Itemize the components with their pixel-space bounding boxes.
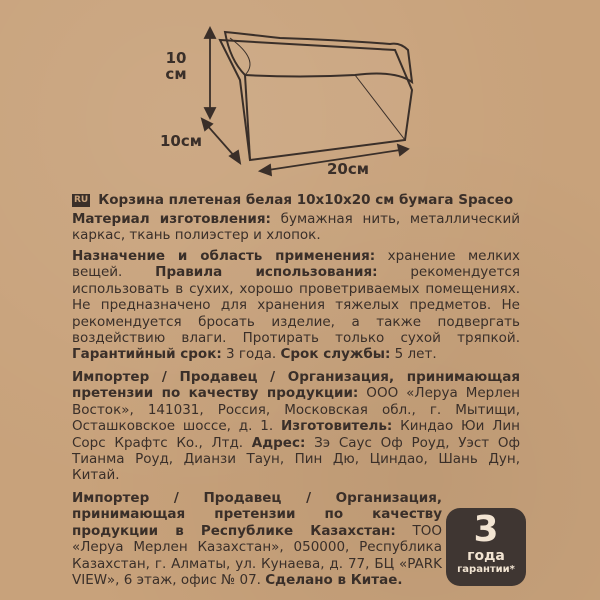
material-label: Материал изготовления: (72, 211, 271, 227)
guarantee-years-number: 3 (473, 509, 499, 550)
manufacturer-text: Киндао Юи Лин Сорс Крафтс Ко., Лтд. (72, 418, 520, 451)
depth-dimension-label: 10см (160, 132, 203, 150)
width-dimension-label: 20см (327, 160, 370, 178)
guarantee-word: гарантии* (457, 564, 515, 575)
three-year-guarantee-badge (446, 508, 526, 586)
warranty-text: 3 года. (221, 346, 281, 363)
service-life-label: Срок службы: (280, 346, 391, 363)
rules-label: Правила использования: (155, 264, 378, 281)
product-title: Корзина плетеная белая 10х10х20 см бумага Spaceo (98, 192, 514, 208)
service-life-text: 5 лет. (390, 346, 437, 363)
kz-importer-paragraph (72, 490, 442, 588)
address-label: Адрес: (251, 434, 306, 451)
basket-illustration (150, 20, 450, 190)
purpose-label: Назначение и область применения: (72, 248, 376, 264)
importer-paragraph (72, 369, 520, 484)
made-in-label: Сделано в Китае. (265, 572, 403, 589)
importer-label: Импортер / Продавец / Организация, принимающая претензии по качеству продукции: (72, 369, 520, 402)
purpose-paragraph (72, 248, 520, 363)
product-title-row (72, 192, 592, 208)
material-paragraph (72, 211, 520, 244)
guarantee-years-word: года (467, 548, 505, 564)
material-text: бумажная нить, металлический каркас, ткань полиэстер и хлопок. (72, 211, 520, 244)
address-text: Зэ Саус Оф Роуд, Уэст Оф Тианма Роуд, Дианзи Таун, Пин Дю, Циндао, Шань Дун, Китай. (72, 434, 520, 484)
purpose-text: хранение мелких вещей. (72, 248, 520, 281)
language-badge: RU (74, 194, 89, 205)
importer-text: ООО «Леруа Мерлен Восток», 141031, Россия, Московская обл., г. Мытищи, Осташковское шоссе, д. 1. (72, 385, 520, 435)
manufacturer-label: Изготовитель: (280, 418, 393, 435)
kz-importer-label: Импортер / Продавец / Организация, принимающая претензии по качеству продукции в Республике Казахстан: (72, 490, 442, 539)
warranty-label: Гарантийный срок: (72, 346, 222, 363)
height-dimension-label: 10 см (165, 49, 187, 83)
kz-importer-text: ТОО «Леруа Мерлен Казахстан», 050000, Республика Казахстан, г. Алматы, ул. Кунаева, д. 77, БЦ «PARK VIEW», 6 этаж, офис № 07. (72, 522, 442, 589)
rules-text: рекомендуется использовать в сухих, хорошо проветриваемых помещениях. Не предназначено для хранения тяжелых предметов. Не рекомендуется бросать изделие, а также подвергать воздействию влаги. Протирать только сухой тряпкой. (72, 264, 521, 347)
